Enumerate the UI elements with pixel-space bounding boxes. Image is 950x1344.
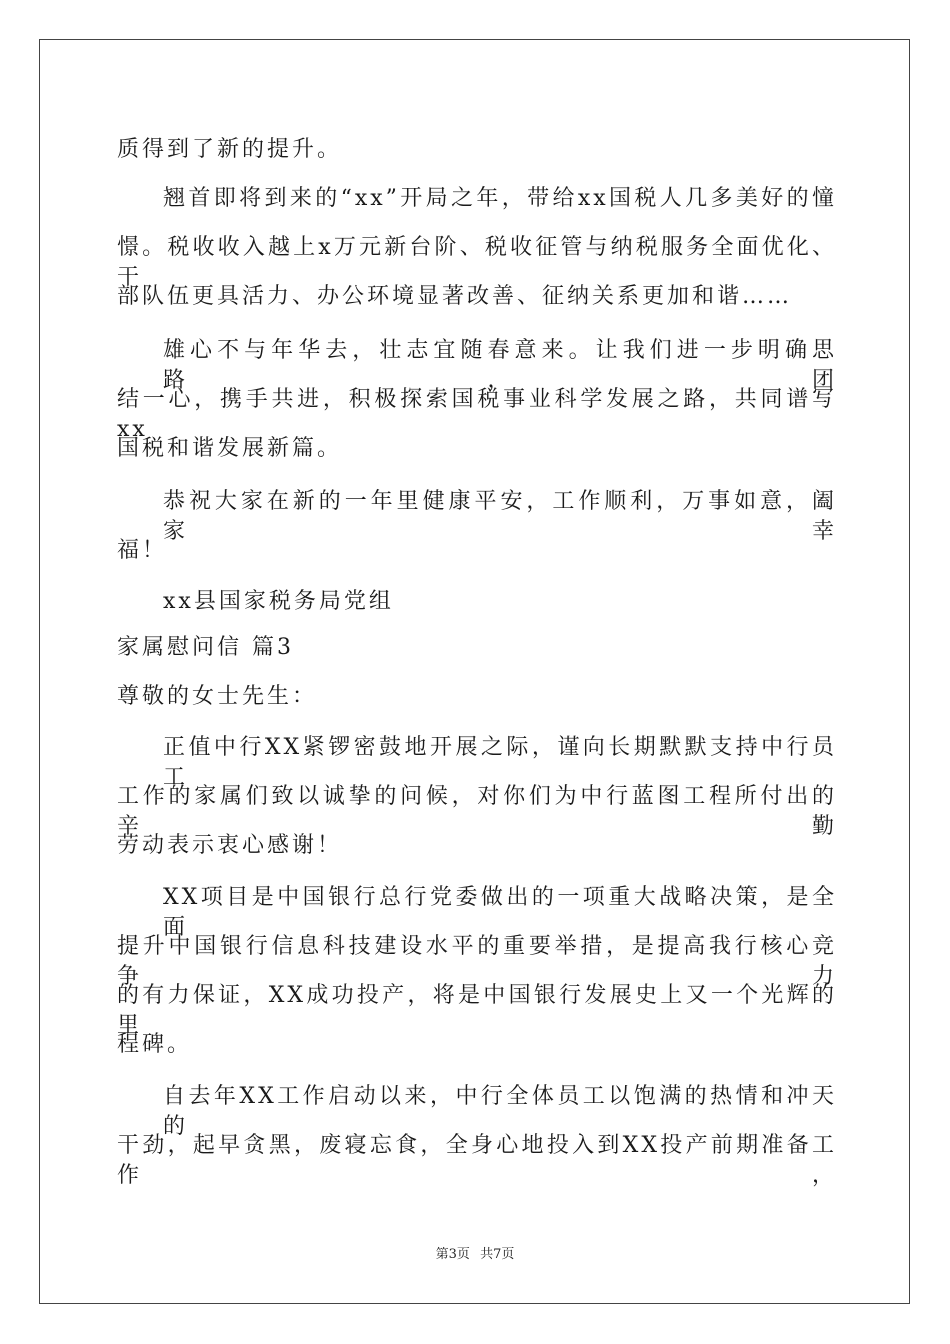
text-line: XX项目是中国银行总行党委做出的一项重大战略决策，是全面 [163, 885, 837, 940]
page-total: 共7页 [480, 1247, 515, 1262]
text-line: 国税和谐发展新篇。 [117, 436, 343, 461]
text-line: 质得到了新的提升。 [117, 137, 343, 162]
text-line: 结一心，携手共进，积极探索国税事业科学发展之路，共同谱写xx [117, 387, 837, 442]
text-line: 翘首即将到来的“xx”开局之年，带给xx国税人几多美好的憧 [163, 186, 837, 211]
page-footer [0, 1246, 950, 1264]
text-line: 正值中行XX紧锣密鼓地开展之际，谨向长期默默支持中行员工 [163, 735, 837, 790]
text-line: 福！ [117, 538, 168, 563]
section-heading: 家属慰问信 篇3 [117, 635, 294, 660]
text-line: 恭祝大家在新的一年里健康平安，工作顺利，万事如意，阖家幸 [163, 489, 837, 544]
text-line: 自去年XX工作启动以来，中行全体员工以饱满的热情和冲天的 [163, 1084, 837, 1139]
text-line: 程碑。 [117, 1032, 193, 1057]
page-number: 第3页 [435, 1247, 470, 1262]
text-line: 提升中国银行信息科技建设水平的重要举措，是提高我行核心竞争力 [117, 934, 837, 989]
signature-line: xx县国家税务局党组 [163, 589, 394, 614]
text-line: 劳动表示衷心感谢！ [117, 833, 343, 858]
salutation: 尊敬的女士先生： [117, 684, 318, 709]
text-line: 的有力保证，XX成功投产，将是中国银行发展史上又一个光辉的里 [117, 983, 837, 1038]
text-line: 工作的家属们致以诚挚的问候，对你们为中行蓝图工程所付出的辛勤 [117, 784, 837, 839]
text-line: 部队伍更具活力、办公环境显著改善、征纳关系更加和谐…… [117, 284, 793, 309]
text-line: 雄心不与年华去，壮志宜随春意来。让我们进一步明确思路，团 [163, 338, 837, 393]
text-line: 憬。税收收入越上x万元新台阶、税收征管与纳税服务全面优化、干 [117, 235, 837, 290]
text-line: 干劲，起早贪黑，废寝忘食，全身心地投入到XX投产前期准备工作， [117, 1133, 837, 1188]
